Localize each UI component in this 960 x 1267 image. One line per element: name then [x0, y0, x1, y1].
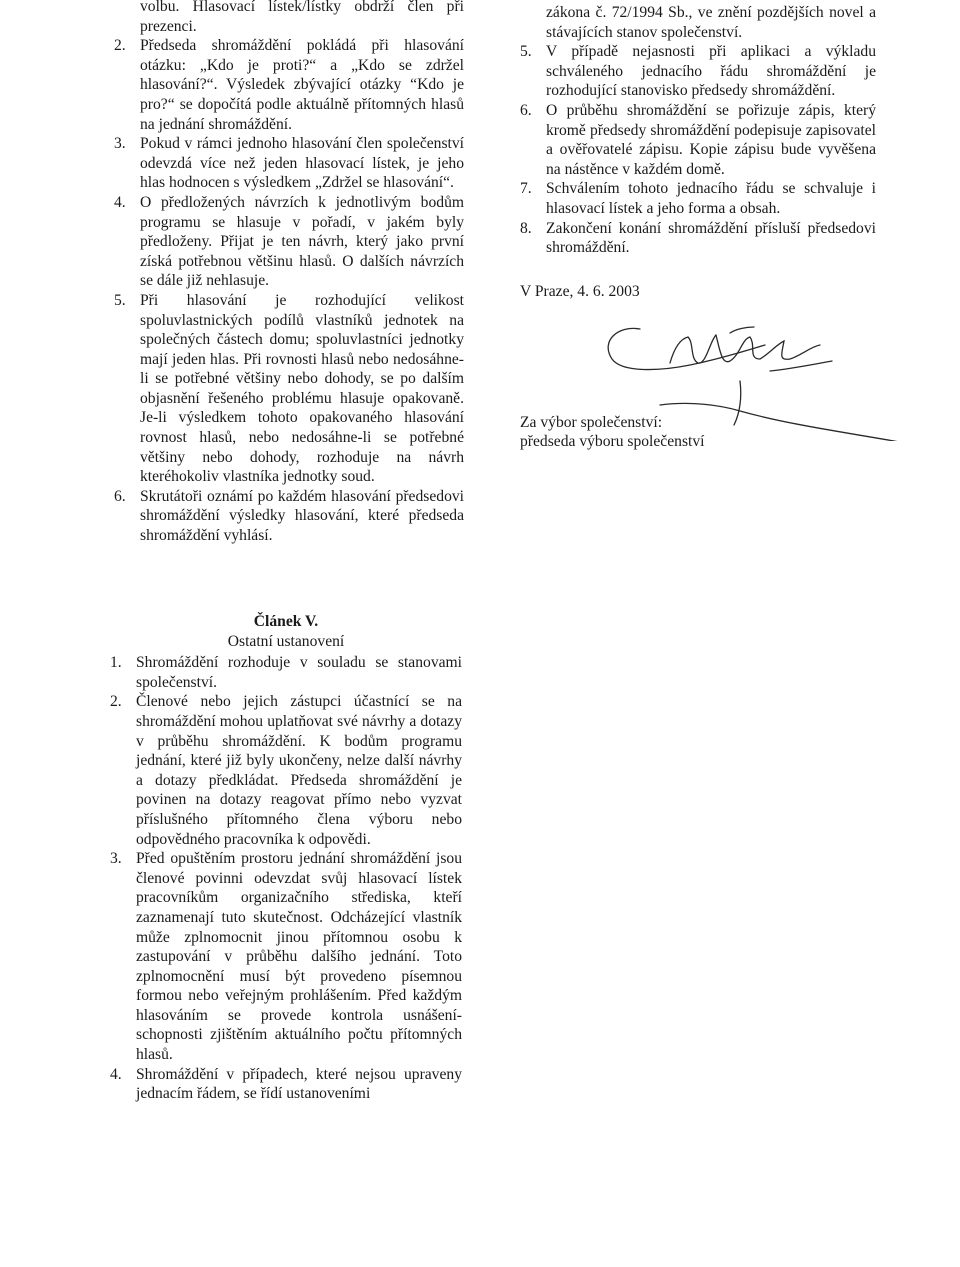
article-heading: Článek V.	[253, 613, 319, 630]
item-number: 3.	[110, 850, 122, 868]
article-item-3	[110, 849, 462, 1065]
item-number: 2.	[114, 37, 126, 55]
item-number: 1.	[110, 654, 122, 672]
item-number: 4.	[110, 1065, 122, 1083]
left-item-4	[114, 193, 464, 291]
item-text: Shromáždění rozhoduje v souladu se stanovami společenství.	[136, 654, 462, 691]
item-text: Schválením tohoto jednacího řádu se schvaluje i hlasovací lístek a jeho forma a obsah.	[546, 180, 876, 217]
item-number: 5.	[520, 43, 532, 61]
signature-block	[520, 301, 876, 451]
signature-title: předseda výboru společenství	[520, 433, 705, 451]
item-text: O předložených návrzích k jednotlivým bodům programu se hlasuje v pořadí, v jakém byly předloženy. Přijat je ten návrh, který jako první získá potřebnou většinu hlasů. O dalších návrzích se dále již nehlasuje.	[140, 193, 464, 290]
item-text: Skrutátoři oznámí po každém hlasování předsedovi shromáždění výsledky hlasování, které předseda shromáždění vyhlásí.	[140, 487, 464, 545]
item-number: 8.	[520, 219, 532, 237]
item-number: 5.	[114, 291, 126, 309]
left-item-3	[114, 134, 464, 193]
item-text: Shromáždění v případech, které nejsou upraveny jednacím řádem, se řídí ustanoveními	[136, 1065, 462, 1103]
item-number: 6.	[520, 101, 532, 119]
item-number: 2.	[110, 693, 122, 711]
right-column	[520, 3, 876, 451]
item-number: 4.	[114, 193, 126, 211]
left-item-2	[114, 36, 464, 134]
left-column	[114, 0, 464, 546]
item-text: Zakončení konání shromáždění přísluší předsedovi shromáždění.	[546, 219, 876, 257]
article-item-2	[110, 692, 462, 849]
right-item-6	[520, 101, 876, 179]
item-text: Členové nebo jejich zástupci účastnící se na shromáždění mohou uplatňovat své návrhy a dotazy v průběhu shromáždění. K bodům programu jednání, které již byly ukončeny, nelze další návrhy a dotazy předkládat. Předseda shromáždění je povinen na dotazy reagovat přímo nebo vyzvat příslušného přítomného člena výboru nebo odpovědného pracovníka k odpovědi.	[136, 693, 462, 848]
article-v	[110, 612, 462, 1104]
item-text: V případě nejasnosti při aplikaci a výkladu schváleného jednacího řádu shromáždění je rozhodující stanovisko předsedy shromáždění.	[546, 43, 876, 100]
right-item-7	[520, 179, 876, 218]
right-item-5	[520, 42, 876, 101]
article-subheading: Ostatní ustanovení	[227, 632, 345, 650]
item-number: 6.	[114, 487, 126, 505]
item-number: 7.	[520, 180, 532, 198]
item-text: Pokud v rámci jednoho hlasování člen společenství odevzdá více než jeden hlasovací lístek, je jeho hlas hodnocen s výsledkem „Zdržel se hlasování“.	[140, 135, 464, 192]
left-lead-in: volbu. Hlasovací lístek/lístky obdrží člen při prezenci.	[140, 0, 464, 35]
item-text: Před opuštěním prostoru jednání shromáždění jsou členové povinni odevzdat svůj hlasovací lístek pracovníkům organizačního střediska, kteří zaznamenají tuto skutečnost. Odcházející vlastník může zplnomocnit jinou přítomnou osobu k zastupování v průběhu dalšího jednání. Toto zplnomocnění musí být provedeno písemnou formou nebo veřejným prohlášením. Před každým hlasováním se provede kontrola usnášení-schopnosti zjištěním aktuálního počtu přítomných hlasů.	[136, 850, 462, 1064]
place-date: V Praze, 4. 6. 2003	[520, 282, 640, 300]
item-number: 3.	[114, 135, 126, 153]
item-text: O průběhu shromáždění se pořizuje zápis, který kromě předsedy shromáždění podepisuje zapisovatel a ověřovatelé zápisu. Kopie zápisu bude vyvěšena na nástěnce v každém domě.	[546, 101, 876, 178]
item-text: Při hlasování je rozhodující velikost spoluvlastnických podílů vlastníků jednotek na společných částech domu; spoluvlastníci jednotky mají jeden hlas. Při rovnosti hlasů nebo nedosáhne-li se potřebné většiny nebo dohody, se po dalším objasnění řešeného problému hlasuje opakovaně. Je-li výsledkem tohoto opakovaného hlasování rovnost hlasů, nebo nedosáhne-li se potřebné většiny nebo dohody, rozhoduje na návrh kteréhokoliv vlastníka jednotky soud.	[140, 291, 464, 486]
item-text: Předseda shromáždění pokládá při hlasování otázku: „Kdo je proti?“ a „Kdo se zdržel hlasování?“. Výsledek zbývající otázky “Kdo je pro?“ se dopočítá podle aktuálně přítomných hlasů na jednání shromáždění.	[140, 37, 464, 133]
right-lead-in: zákona č. 72/1994 Sb., ve znění pozdějších novel a stávajících stanov společenství.	[546, 4, 876, 41]
right-item-8	[520, 219, 876, 258]
signature-label: Za výbor společenství:	[520, 414, 663, 432]
left-item-6	[114, 487, 464, 546]
left-item-5	[114, 291, 464, 487]
article-item-1	[110, 653, 462, 692]
article-item-4	[110, 1065, 462, 1104]
